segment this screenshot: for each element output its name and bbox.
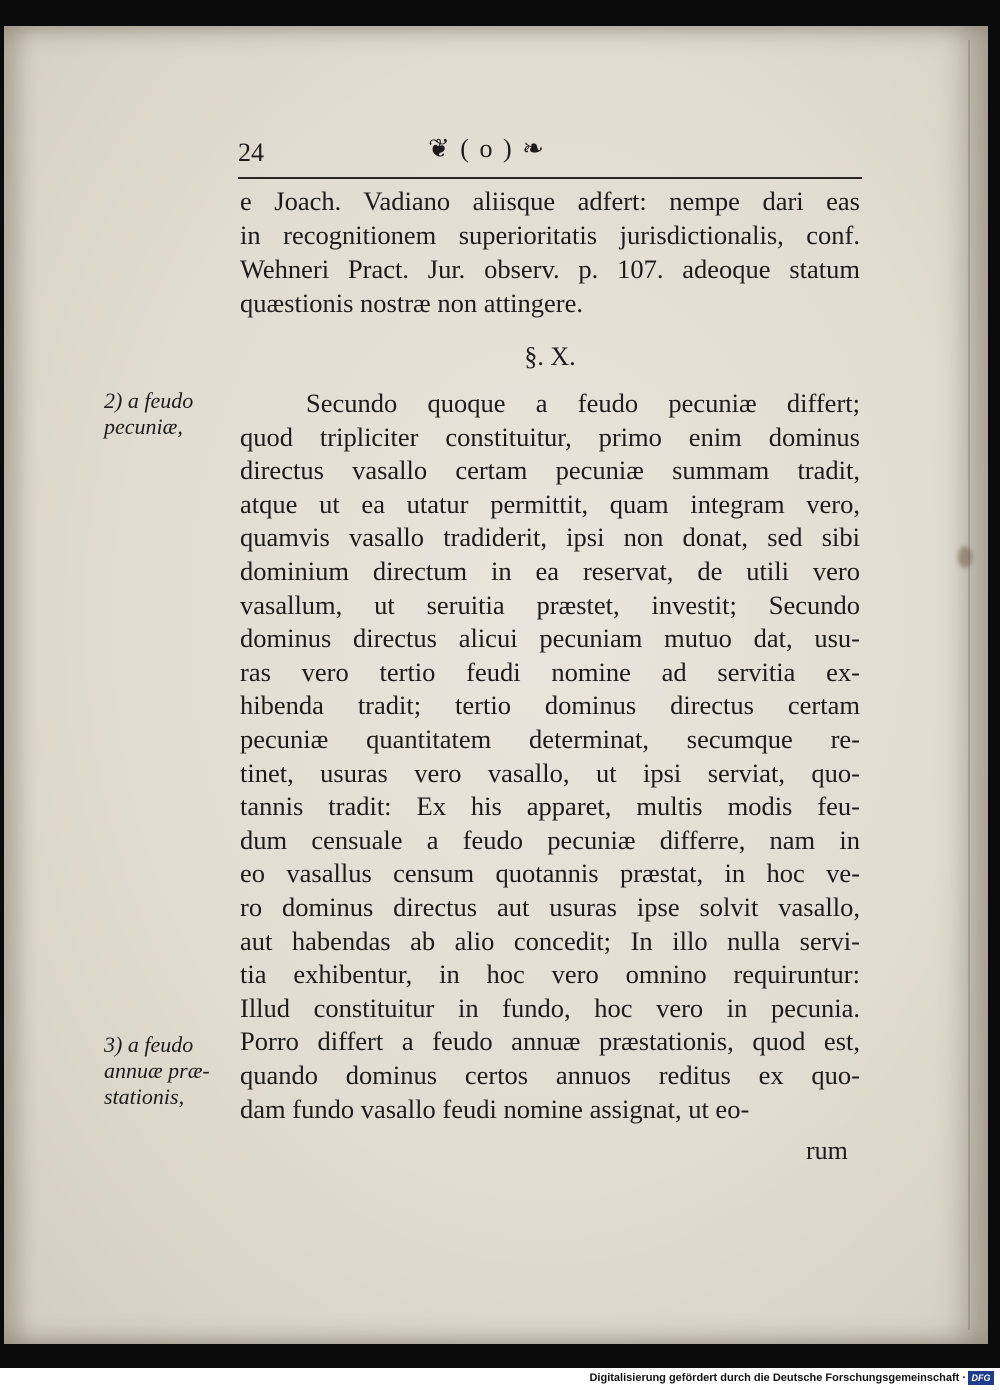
marginal-line: annuæ præ- bbox=[104, 1058, 210, 1083]
body-line: Porro differt a feudo annuæ præstationis, quod est, bbox=[240, 1026, 860, 1057]
body-line: vasallum, ut seruitia præstet, investit; Secundo bbox=[240, 589, 860, 620]
marginal-line: pecuniæ, bbox=[104, 414, 183, 439]
body-line: quæstionis nostræ non attingere. bbox=[240, 288, 584, 318]
body-line: tia exhibentur, in hoc vero omnino requiruntur: bbox=[240, 959, 860, 990]
catchword: rum bbox=[806, 1136, 848, 1165]
header-rule bbox=[238, 177, 862, 179]
body-line: pecuniæ quantitatem determinat, secumque re- bbox=[240, 724, 860, 754]
body-line: hibenda tradit; tertio dominus directus certam bbox=[240, 690, 860, 721]
body-line: quando dominus certos annuos reditus ex quo- bbox=[240, 1060, 860, 1090]
body-line: Secundo quoque a feudo pecuniæ differt; bbox=[306, 388, 860, 418]
body-line: tinet, usuras vero vasallo, ut ipsi serviat, quo- bbox=[240, 757, 860, 788]
body-line: dam fundo vasallo feudi nomine assignat, ut eo- bbox=[240, 1093, 750, 1124]
body-line: quod tripliciter constituitur, primo enim dominus bbox=[240, 421, 860, 452]
page-edge bbox=[968, 40, 970, 1330]
body-line: aut habendas ab alio concedit; In illo nulla servi- bbox=[240, 925, 860, 956]
body-line: dominus directus alicui pecuniam mutuo dat, usu- bbox=[240, 623, 860, 654]
marginal-line: 3) a feudo bbox=[104, 1032, 194, 1057]
marginal-note-2 bbox=[104, 388, 224, 440]
body-line: directus vasallo certam pecuniæ summam tradit, bbox=[240, 455, 860, 486]
body-line: dum censuale a feudo pecuniæ differre, nam in bbox=[240, 824, 860, 855]
body-line: quamvis vasallo tradiderit, ipsi non donat, sed sibi bbox=[240, 522, 860, 553]
body-line: tannis tradit: Ex his apparet, multis modis feu- bbox=[240, 791, 860, 822]
body-line: in recognitionem superioritatis jurisdictionalis, conf. bbox=[240, 220, 860, 250]
header-ornament: ❦ ( o ) ❧ bbox=[428, 134, 546, 163]
digitization-credit: Digitalisierung gefördert durch die Deutsche Forschungsgemeinschaft · bbox=[589, 1372, 966, 1384]
body-line: ro dominus directus aut usuras ipse solvit vasallo, bbox=[240, 892, 860, 922]
section-heading: §. X. bbox=[524, 342, 576, 371]
body-line: eo vasallus censum quotannis præstat, in hoc ve- bbox=[240, 858, 860, 889]
marginal-line: stationis, bbox=[104, 1084, 185, 1109]
paper-stain bbox=[958, 546, 972, 568]
marginal-line: 2) a feudo bbox=[104, 388, 194, 413]
marginal-note-3 bbox=[104, 1032, 224, 1110]
body-line: ras vero tertio feudi nomine ad servitia ex- bbox=[240, 656, 860, 687]
dfg-logo: DFG bbox=[968, 1371, 994, 1385]
page-number: 24 bbox=[238, 138, 264, 167]
body-line: dominium directum in ea reservat, de utili vero bbox=[240, 556, 860, 586]
body-line: Wehneri Pract. Jur. observ. p. 107. adeoque statum bbox=[240, 254, 860, 284]
body-line: Illud constituitur in fundo, hoc vero in pecunia. bbox=[240, 992, 860, 1023]
body-line: atque ut ea utatur permittit, quam integram vero, bbox=[240, 488, 860, 519]
body-line: e Joach. Vadiano aliisque adfert: nempe dari eas bbox=[240, 186, 860, 216]
